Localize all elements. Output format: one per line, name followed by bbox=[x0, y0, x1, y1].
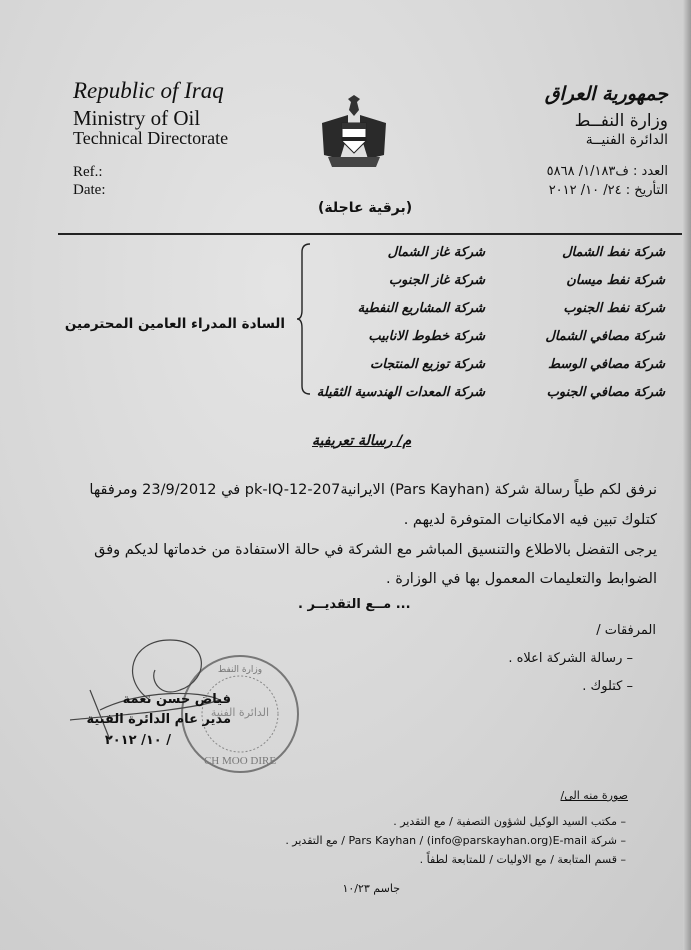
recipient: شركة المعدات الهندسية الثقيلة bbox=[316, 385, 485, 400]
iraq-eagle-emblem bbox=[318, 93, 390, 173]
addressee: السادة المدراء العامين المحترمين bbox=[64, 316, 285, 332]
header-ar-republic: جمهورية العراق bbox=[544, 83, 668, 105]
header-en-republic: Republic of Iraq bbox=[73, 78, 224, 103]
recipient: شركة غاز الشمال bbox=[387, 245, 485, 260]
recipient: شركة مصافي الشمال bbox=[545, 329, 665, 344]
attachment-item: – كتلوك . bbox=[582, 679, 633, 694]
recipient: شركة المشاريع النفطية bbox=[357, 301, 485, 316]
recipient: شركة نفط ميسان bbox=[566, 273, 665, 288]
cc-title: صورة منه الى/ bbox=[560, 789, 628, 802]
recipient: شركة مصافي الوسط bbox=[547, 357, 665, 372]
body-line-4: الضوابط والتعليمات المعمول بها في الوزارة . bbox=[385, 571, 657, 587]
closing: ... مــع التقديــر . bbox=[298, 597, 411, 612]
cc-item: – قسم المتابعة / مع الاوليات / للمتابعة لطفاً . bbox=[419, 853, 626, 866]
subject: م/ رسالة تعريفية bbox=[312, 433, 412, 449]
attachments-title: المرفقات / bbox=[596, 623, 656, 638]
typist-note: جاسم ١٠/٢٣ bbox=[342, 882, 400, 895]
recipients-right-column bbox=[545, 239, 665, 407]
scan-edge bbox=[683, 0, 691, 950]
stamp-bottom-text: CH MOO DIRE bbox=[203, 755, 277, 767]
stamp-top-text: وزارة النفط bbox=[217, 665, 263, 675]
signatory-name: فياض حسن نعمة bbox=[122, 692, 231, 707]
signatory-title: مدير عام الدائرة الفنية bbox=[86, 712, 231, 727]
body-line-3: يرجى التفضل بالاطلاع والتنسيق المباشر مع الشركة في حالة الاستفادة من خدماتها لديكم وفق bbox=[94, 542, 657, 558]
recipients-left-column bbox=[317, 239, 485, 407]
body-line-1: نرفق لكم طياً رسالة شركة (Pars Kayhan) الايرانيةpk-IQ-12-207 في 23/9/2012 ومرفقها bbox=[89, 482, 657, 498]
recipient: شركة نفط الجنوب bbox=[563, 301, 665, 316]
reference-number: العدد : ف١/١٨٣/ ٥٨٦٨ bbox=[546, 164, 668, 179]
header-en-directorate: Technical Directorate bbox=[73, 128, 229, 148]
signature-date: / ١٠/ ٢٠١٢ bbox=[104, 733, 171, 748]
urgent-telegram-label: (برقية عاجلة) bbox=[318, 200, 413, 216]
brace-bracket bbox=[296, 242, 312, 396]
recipient: شركة غاز الجنوب bbox=[388, 273, 485, 288]
recipient: شركة توزيع المنتجات bbox=[370, 357, 485, 372]
header-ar-directorate: الدائرة الفنيــة bbox=[585, 132, 668, 148]
cc-item: – مكتب السيد الوكيل لشؤون التصفية / مع التقدير . bbox=[393, 815, 626, 828]
attachment-item: – رسالة الشركة اعلاه . bbox=[508, 651, 633, 666]
recipient: شركة مصافي الجنوب bbox=[546, 385, 665, 400]
letter-date: التأريخ : ٢٤/ ١٠/ ٢٠١٢ bbox=[548, 183, 668, 198]
header-divider bbox=[58, 233, 682, 235]
ref-label: Ref.: bbox=[73, 164, 103, 180]
date-label: Date: bbox=[73, 182, 106, 198]
stamp-center-text: الدائرة الفنية bbox=[210, 706, 270, 719]
recipient: شركة خطوط الانابيب bbox=[368, 329, 485, 344]
cc-item: – شركة Pars Kayhan / (info@parskayhan.org)E-mail / مع التقدير . bbox=[285, 834, 626, 847]
header-ar-ministry: وزارة النفــط bbox=[574, 111, 668, 131]
header-en-ministry: Ministry of Oil bbox=[73, 106, 201, 130]
body-line-2: كتلوك تبين فيه الامكانيات المتوفرة لديهم . bbox=[403, 512, 657, 528]
recipient: شركة نفط الشمال bbox=[562, 245, 665, 260]
